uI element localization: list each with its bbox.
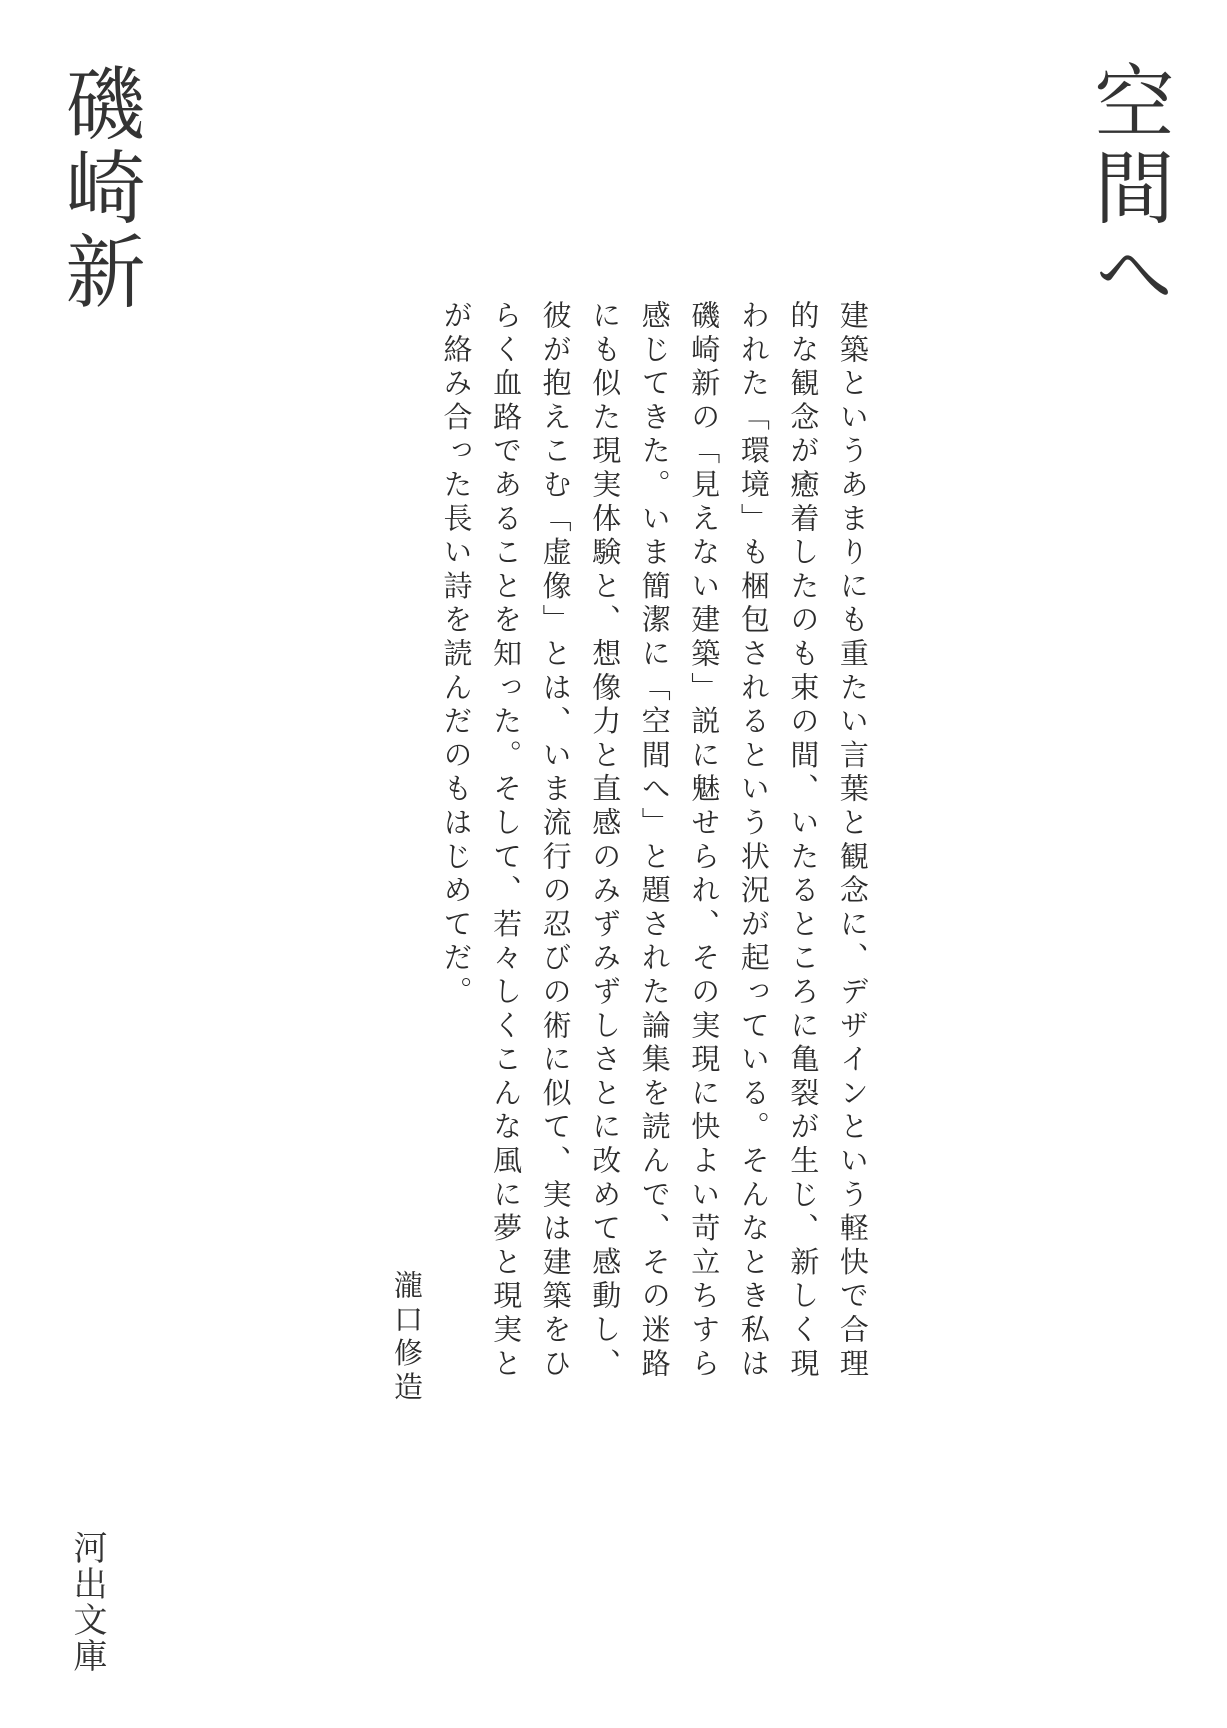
blurb-line: われた「環境」も梱包されるという状況が起っている。そんなとき私は xyxy=(736,300,771,1382)
author-name: 磯崎新 xyxy=(52,62,145,314)
blurb-line: が絡み合った長い詩を読んだのもはじめてだ。 xyxy=(439,300,474,1010)
blurb-text xyxy=(390,300,870,1450)
blurb-line: にも似た現実体験と、想像力と直感のみずみずしさとに改めて感動し、 xyxy=(588,300,623,1382)
blurb-line: 彼が抱えこむ「虚像」とは、いま流行の忍びの術に似て、実は建築をひ xyxy=(538,300,573,1382)
book-title: 空間へ xyxy=(1081,60,1174,318)
blurb-line: 建築というあまりにも重たい言葉と観念に、デザインという軽快で合理 xyxy=(835,300,870,1382)
blurb-line: 的な観念が癒着したのも束の間、いたるところに亀裂が生じ、新しく現 xyxy=(786,300,821,1382)
blurb-credit: 瀧口修造 xyxy=(390,1270,424,1406)
blurb-line: 磯崎新の「見えない建築」説に魅せられ、その実現に快よい苛立ちすら xyxy=(687,300,722,1382)
publisher-imprint: 河出文庫 xyxy=(67,1530,107,1674)
blurb-line: 感じてきた。いま簡潔に「空間へ」と題された論集を読んで、その迷路 xyxy=(637,300,672,1382)
blurb-line: らく血路であることを知った。そして、若々しくこんな風に夢と現実と xyxy=(489,300,524,1382)
